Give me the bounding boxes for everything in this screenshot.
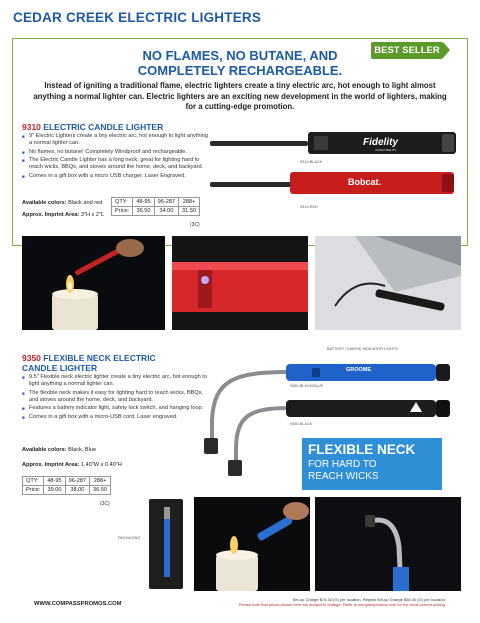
product2-bullet: ■ 9.5" Flexible neck electric lighter create a tiny electric arc, hot enough to light anything a normal lighter can. xyxy=(22,374,212,388)
promo-line2: REACH WICKS xyxy=(308,470,379,482)
table-row xyxy=(23,477,111,486)
groome-logo: GROOME xyxy=(346,367,372,373)
intro-paragraph: Instead of igniting a traditional flame, electric lighters create a tiny electric arc, hot enough to light almost anything a normal lighter can. Electric lighters are an exciting new development in the world of lighters, making for a cutting-edge promotion. xyxy=(33,81,447,111)
footer-note xyxy=(239,597,446,607)
colors-value: Black and red xyxy=(68,200,103,206)
colors-value: Black, Blue xyxy=(68,447,97,453)
qty-cell: 96-287 xyxy=(65,477,89,486)
price-label: Price: xyxy=(112,207,133,216)
setup-charge: Set-up Charge $74.50 (G) per location. Repeat Set-up Charge $54.00 (G) per location. xyxy=(292,597,446,602)
promo-heading: FLEXIBLE NECK xyxy=(308,442,416,457)
caption-packaging: PACKAGING xyxy=(118,536,141,540)
colors-label: Available colors: xyxy=(22,200,67,206)
caption-black: 9310-BLACK xyxy=(300,160,323,164)
product1-bullet: ■ Comes in a gift box with a micro USB charger. Laser Engraved. xyxy=(22,173,212,180)
table-row xyxy=(112,207,200,216)
product1-code: 9310 xyxy=(22,122,41,132)
headline-line1: NO FLAMES, NO BUTANE, AND xyxy=(142,48,338,63)
qty-cell: 288+ xyxy=(179,198,200,207)
price-cell: 36.50 xyxy=(90,486,111,495)
product1-bullet: ■ No flames, no butane! Completely Windproof and rechargeable. xyxy=(22,149,212,156)
qty-cell: 288+ xyxy=(90,477,111,486)
promo-line1: FOR HARD TO xyxy=(308,459,377,470)
product2-bullets xyxy=(22,374,212,422)
price-cell: 36.50 xyxy=(133,207,154,216)
photo-lighting-candle-2 xyxy=(194,497,310,591)
product2-colors xyxy=(22,447,96,453)
photo-red-lighter-closeup xyxy=(172,236,308,330)
promo-subtext xyxy=(308,459,379,482)
red-lighter xyxy=(210,172,454,194)
colors-label: Available colors: xyxy=(22,447,67,453)
product1-name: ELECTRIC CANDLE LIGHTER xyxy=(43,122,164,132)
product1-title xyxy=(22,122,163,132)
qty-cell: 96-287 xyxy=(154,198,178,207)
price-cell: 31.50 xyxy=(179,207,200,216)
product1-bullets xyxy=(22,133,212,181)
product1-colors xyxy=(22,200,102,206)
product2-price-table xyxy=(22,476,111,495)
photo-packaging xyxy=(143,497,189,591)
product1-imprint xyxy=(22,212,104,218)
product2-bullet: ■ Comes in a gift box with a micro-USB cord. Laser engraved. xyxy=(22,414,212,421)
product1-lighters-image xyxy=(210,128,462,196)
product2-bullet: ■ Features a battery indicator light, safety lock switch, and hanging loop. xyxy=(22,405,212,412)
photo-laptop-charging xyxy=(315,236,461,330)
table-row xyxy=(112,198,200,207)
qty-cell: 48-95 xyxy=(133,198,154,207)
qty-label: QTY: xyxy=(23,477,44,486)
imprint-value: 3"H x 2"L xyxy=(80,212,105,218)
price-cell: 39.00 xyxy=(44,486,65,495)
headline-line2: COMPLETELY RECHARGEABLE. xyxy=(137,63,343,78)
product1-bullet: ■ 9" Electric Lighters create a tiny electric arc, hot enough to light anything a normal lighter can. xyxy=(22,133,212,147)
product2-name-line2: CANDLE LIGHTER xyxy=(22,363,98,373)
photo-lighting-candle xyxy=(22,236,165,330)
fidelity-logo: Fidelity xyxy=(363,137,399,148)
qty-label: QTY: xyxy=(112,198,133,207)
product1-price-table xyxy=(111,197,200,216)
caption-blue: 9350-BLACK/BLUE xyxy=(290,384,324,388)
headline xyxy=(80,48,400,78)
pricing-disclaimer: Please note that prices shown here are subject to change. Refer to compasspromos.com for the most current pricing. xyxy=(238,602,446,607)
fidelity-logo-sub: INVESTMENTS xyxy=(375,148,397,152)
caption-red: 9310-RED xyxy=(300,205,318,209)
price-cell: 38.00 xyxy=(65,486,89,495)
product2-imprint xyxy=(22,462,122,468)
product2-price-code: (3C) xyxy=(100,501,110,507)
best-seller-badge: BEST SELLER xyxy=(371,42,443,59)
imprint-value: 1.40"W x 0.40"H xyxy=(80,462,122,468)
qty-cell: 48-95 xyxy=(44,477,65,486)
price-label: Price: xyxy=(23,486,44,495)
photo-flexible-neck-closeup xyxy=(315,497,461,591)
footer-url[interactable]: WWW.COMPASSPROMOS.COM xyxy=(34,601,122,607)
caption-black-2: 9350-BLACK xyxy=(290,422,313,426)
price-cell: 34.00 xyxy=(154,207,178,216)
product2-bullet: ■ The flexible neck makes it easy for lighting hard to reach wicks, BBQs, and stoves around the home, deck, and backyard. xyxy=(22,390,212,404)
table-row xyxy=(23,486,111,495)
page-title: CEDAR CREEK ELECTRIC LIGHTERS xyxy=(13,10,262,25)
product2-name-line1: FLEXIBLE NECK ELECTRIC xyxy=(43,353,156,363)
bobcat-logo: Bobcat. xyxy=(348,177,382,187)
product2-title xyxy=(22,353,156,373)
product1-price-code: (3C) xyxy=(190,222,200,228)
caption-indicator: BATTERY CHARGE INDICATOR LIGHTS xyxy=(327,347,398,351)
black-lighter xyxy=(210,132,456,154)
imprint-label: Approx. Imprint Area: xyxy=(22,462,80,468)
product1-bullet: ■ The Electric Candle Lighter has a long neck, great for lighting hard to reach wicks, BBQs, and stoves around the home, deck, and backyard. xyxy=(22,157,212,171)
product2-code: 9350 xyxy=(22,353,41,363)
imprint-label: Approx. Imprint Area: xyxy=(22,212,80,218)
